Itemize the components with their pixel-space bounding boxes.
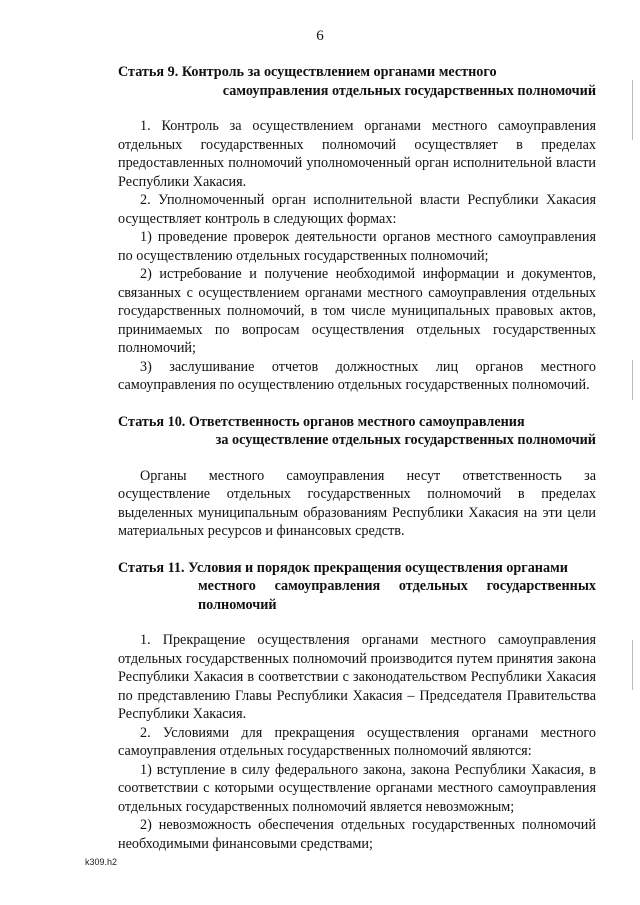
article-9-paragraph: 3) заслушивание отчетов должностных лиц органов местного самоуправления по осуществлению отдельных государственных полномочий. — [118, 358, 596, 393]
article-9-title-line2: самоуправления отдельных государственных полномочий — [222, 82, 596, 99]
scan-mark — [632, 360, 633, 400]
article-10-label: Статья 10. — [118, 413, 186, 430]
scan-mark — [632, 80, 633, 140]
article-9 — [118, 63, 596, 395]
article-11-paragraph: 2) невозможность обеспечения отдельных государственных полномочий необходимыми финансовыми средствами; — [118, 817, 596, 852]
scan-margin-marks — [632, 40, 634, 900]
article-11-paragraph: 1) вступление в силу федерального закона, закона Республики Хакасия, в соответствии с которыми осуществление органами местного самоуправления отдельных государственных полномочий является невозможным; — [118, 761, 596, 815]
article-11-paragraph: 1. Прекращение осуществления органами местного самоуправления отдельных государственных полномочий производится путем принятия закона Республики Хакасия в соответствии с законодательством Республики Хакасия по представлению Главы Республики Хакасия – Председателя Правительства Республики Хакасия. — [118, 632, 596, 722]
article-9-label: Статья 9. — [118, 64, 179, 80]
article-10-body — [118, 467, 596, 541]
article-9-title-line1: Контроль за осуществлением органами местного — [181, 64, 497, 80]
document-footer-code: k309.h2 — [85, 857, 118, 867]
page-number: 6 — [316, 28, 324, 44]
article-10 — [118, 413, 596, 541]
article-9-paragraph: 1) проведение проверок деятельности органов местного самоуправления по осуществлению отдельных государственных полномочий; — [118, 229, 596, 264]
article-11-title-line1: Условия и порядок прекращения осуществления органами — [188, 559, 568, 576]
article-10-title-line2: за осуществление отдельных государственных полномочий — [215, 432, 596, 448]
scan-mark — [632, 640, 633, 690]
article-9-heading — [118, 63, 596, 100]
article-11-title-line2: местного самоуправления отдельных государственных полномочий — [198, 578, 596, 613]
article-10-heading — [118, 413, 596, 450]
document-body — [118, 63, 596, 871]
article-11-label: Статья 11. — [118, 559, 185, 576]
article-9-paragraph: 1. Контроль за осуществлением органами местного самоуправления отдельных государственных полномочий осуществляет в пределах предоставленных полномочий уполномоченный орган исполнительной власти Республики Хакасия. — [118, 118, 596, 190]
article-9-body — [118, 117, 596, 395]
article-11 — [118, 559, 596, 854]
article-11-heading — [118, 559, 596, 615]
article-11-body — [118, 631, 596, 853]
article-11-paragraph: 2. Условиями для прекращения осуществления органами местного самоуправления отдельных государственных полномочий являются: — [118, 724, 596, 759]
article-10-title-line1: Ответственность органов местного самоуправления — [188, 413, 525, 430]
article-9-paragraph: 2. Уполномоченный орган исполнительной власти Республики Хакасия осуществляет контроль в следующих формах: — [118, 192, 596, 227]
article-10-paragraph: Органы местного самоуправления несут ответственность за осуществление отдельных государственных полномочий в пределах выделенных муниципальным образованиям Республики Хакасия на эти цели материальных ресурсов и финансовых средств. — [118, 467, 596, 539]
article-9-paragraph: 2) истребование и получение необходимой информации и документов, связанных с осуществлением органами местного самоуправления отдельных государственных полномочий, в том числе муниципальных правовых актов, принимаемых по вопросам осуществления отдельных государственных полномочий; — [118, 266, 596, 356]
